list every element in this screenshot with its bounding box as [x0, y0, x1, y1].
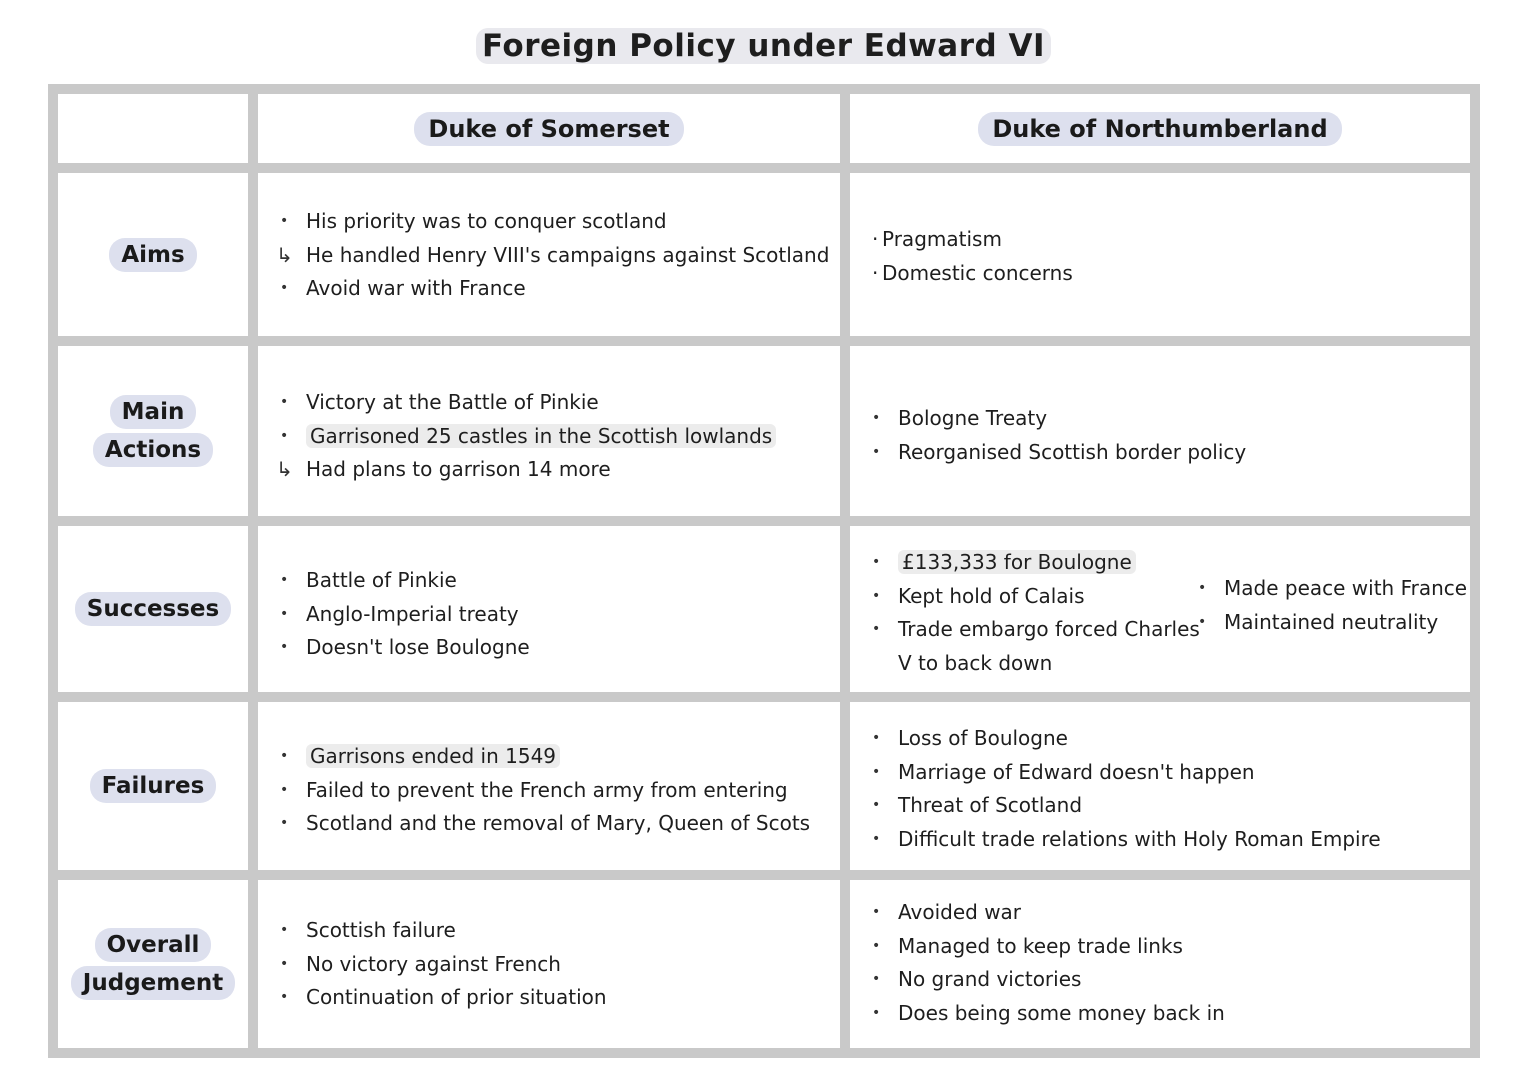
list-item: • Kept hold of Calais — [872, 580, 1200, 614]
page-title-text: Foreign Policy under Edward VI — [476, 28, 1051, 64]
list-item: • Battle of Pinkie — [280, 564, 530, 598]
list-item: • Scotland and the removal of Mary, Queen of Scots — [280, 807, 810, 841]
comparison-table — [48, 84, 1480, 1058]
list-item: • Difficult trade relations with Holy Roman Empire — [872, 823, 1381, 857]
highlighted-text: Garrisons ended in 1549 — [306, 744, 560, 768]
row-label-aims — [58, 173, 248, 336]
list-item — [280, 740, 810, 774]
list-item: • Threat of Scotland — [872, 789, 1381, 823]
list-item: ↳ Had plans to garrison 14 more — [280, 453, 776, 487]
list-item: • Avoided war — [872, 896, 1225, 930]
row-label-failures — [58, 702, 248, 870]
cell-judgement-northumberland — [850, 880, 1470, 1048]
cell-actions-somerset — [258, 346, 840, 516]
list-item: • Victory at the Battle of Pinkie — [280, 386, 776, 420]
list-item: • No victory against French — [280, 948, 607, 982]
list-item — [280, 420, 776, 454]
cell-successes-northumberland — [850, 526, 1470, 692]
row-label-text: Successes — [75, 592, 231, 626]
list-item: • Scottish failure — [280, 914, 607, 948]
list-item: • Loss of Boulogne — [872, 722, 1381, 756]
cell-successes-somerset — [258, 526, 840, 692]
list-item: · Pragmatism — [872, 223, 1073, 257]
list-item: • Reorganised Scottish border policy — [872, 436, 1246, 470]
list-item: • His priority was to conquer scotland — [280, 205, 829, 239]
list-item: • Doesn't lose Boulogne — [280, 631, 530, 665]
header-northumberland — [850, 94, 1470, 163]
cell-aims-somerset — [258, 173, 840, 336]
column-heading-somerset: Duke of Somerset — [414, 112, 683, 146]
highlighted-text: £133,333 for Boulogne — [898, 550, 1136, 574]
list-item — [872, 546, 1200, 580]
list-item: · Domestic concerns — [872, 257, 1073, 291]
list-item: • Failed to prevent the French army from entering — [280, 774, 810, 808]
header-empty-cell — [58, 94, 248, 163]
list-item: • Made peace with France — [1198, 572, 1467, 606]
row-label-main-actions — [58, 346, 248, 516]
highlighted-text: Garrisoned 25 castles in the Scottish lowlands — [306, 424, 776, 448]
list-item: • Marriage of Edward doesn't happen — [872, 756, 1381, 790]
list-item: • Maintained neutrality — [1198, 606, 1467, 640]
list-item: ↳ He handled Henry VIII's campaigns against Scotland — [280, 239, 829, 273]
row-label-successes — [58, 526, 248, 692]
header-somerset — [258, 94, 840, 163]
column-heading-northumberland: Duke of Northumberland — [978, 112, 1341, 146]
list-item: • Managed to keep trade links — [872, 930, 1225, 964]
cell-actions-northumberland — [850, 346, 1470, 516]
list-item: • Anglo-Imperial treaty — [280, 598, 530, 632]
row-label-text: Overall — [95, 928, 212, 962]
list-item-continuation: V to back down — [898, 650, 1053, 675]
list-item: • Bologne Treaty — [872, 402, 1246, 436]
list-item: • No grand victories — [872, 963, 1225, 997]
list-item: • Avoid war with France — [280, 272, 829, 306]
cell-judgement-somerset — [258, 880, 840, 1048]
list-item: • Continuation of prior situation — [280, 981, 607, 1015]
row-label-overall-judgement — [58, 880, 248, 1048]
row-label-text: Failures — [90, 769, 217, 803]
cell-failures-northumberland — [850, 702, 1470, 870]
list-item: • Does being some money back in — [872, 997, 1225, 1031]
cell-aims-northumberland — [850, 173, 1470, 336]
row-label-text: Judgement — [71, 966, 235, 1000]
page-title — [0, 28, 1527, 64]
row-label-text: Main — [110, 395, 197, 429]
list-item: • Trade embargo forced Charles — [872, 613, 1200, 647]
cell-failures-somerset — [258, 702, 840, 870]
row-label-text: Aims — [109, 238, 196, 272]
row-label-text: Actions — [93, 433, 213, 467]
